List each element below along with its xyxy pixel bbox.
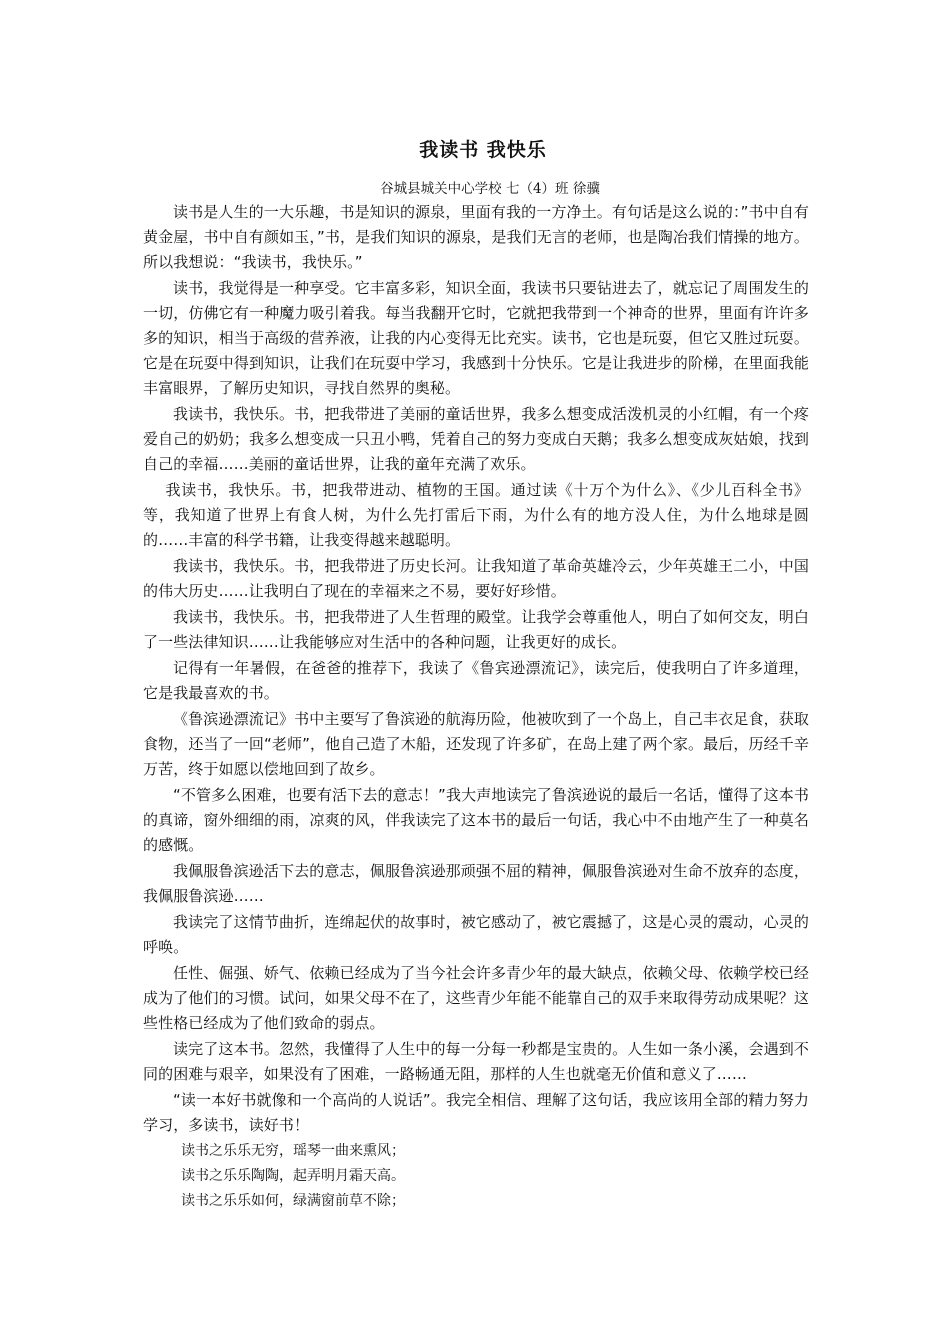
closing-poem [143, 1139, 809, 1214]
document-title: 我读书 我快乐 [419, 139, 547, 161]
paragraph: 我佩服鲁滨逊活下去的意志，佩服鲁滨逊那顽强不屈的精神，佩服鲁滨逊对生命不放弃的态度，我佩服鲁滨逊…… [143, 862, 809, 905]
paragraph: 读书是人生的一大乐趣，书是知识的源泉，里面有我的一方净土。有句话是这么说的：”书中自有黄金屋，书中自有颜如玉，”书，是我们知识的源泉，是我们无言的老师，也是陶冶我们情操的地方。所以我想说：“我读书，我快乐。” [143, 203, 809, 271]
poem-line: 读书之乐乐无穷，瑶琴一曲来熏风； [181, 1143, 405, 1159]
paragraph: 我读书，我快乐。书，把我带进了美丽的童话世界，我多么想变成活泼机灵的小红帽，有一个疼爱自己的奶奶；我多么想变成一只丑小鸭，凭着自己的努力变成白天鹅；我多么想变成灰姑娘，找到自己的幸福……美丽的童话世界，让我的童年充满了欢乐。 [143, 405, 809, 473]
paragraph: 记得有一年暑假，在爸爸的推荐下，我读了《鲁宾逊漂流记》，读完后，使我明白了许多道理，它是我最喜欢的书。 [143, 659, 809, 702]
paragraph: 读完了这本书。忽然，我懂得了人生中的每一分每一秒都是宝贵的。人生如一条小溪，会遇到不同的困难与艰辛，如果没有了困难，一路畅通无阻，那样的人生也就毫无价值和意义了…… [143, 1040, 809, 1083]
paragraph: 《鲁滨逊漂流记》书中主要写了鲁滨逊的航海历险，他被吹到了一个岛上，自己丰衣足食，获取食物，还当了一回“老师”，他自己造了木船，还发现了许多矿，在岛上建了两个家。最后，历经千辛万苦，终于如愿以偿地回到了故乡。 [143, 710, 809, 778]
poem-line: 读书之乐乐如何，绿满窗前草不除； [181, 1193, 405, 1209]
paragraph: “读一本好书就像和一个高尚的人说话”。我完全相信、理解了这句话，我应该用全部的精力努力学习，多读书，读好书！ [143, 1091, 809, 1134]
paragraph: 我读书，我快乐。书，把我带进了历史长河。让我知道了革命英雄冷云，少年英雄王二小，中国的伟大历史……让我明白了现在的幸福来之不易，要好好珍惜。 [143, 557, 809, 600]
document-body [143, 200, 809, 1138]
paragraph: 我读书，我快乐。书，把我带进了人生哲理的殿堂。让我学会尊重他人，明白了如何交友，明白了一些法律知识……让我能够应对生活中的各种问题，让我更好的成长。 [143, 608, 809, 651]
poem-line: 读书之乐乐陶陶，起弄明月霜天高。 [181, 1168, 405, 1184]
author-byline: 谷城县城关中心学校 七（4）班 徐骥 [380, 181, 600, 197]
paragraph: 我读完了这情节曲折，连绵起伏的故事时，被它感动了，被它震撼了，这是心灵的震动，心灵的呼唤。 [143, 913, 809, 956]
document-page [143, 136, 809, 1214]
paragraph: 任性、倔强、娇气、依赖已经成为了当今社会许多青少年的最大缺点，依赖父母、依赖学校已经成为了他们的习惯。试问，如果父母不在了，这些青少年能不能靠自己的双手来取得劳动成果呢？这些性格已经成为了他们致命的弱点。 [143, 964, 809, 1032]
paragraph: 我读书，我快乐。书，把我带进动、植物的王国。通过读《十万个为什么》、《少儿百科全书》等，我知道了世界上有食人树，为什么先打雷后下雨，为什么有的地方没人住，为什么地球是圆的……丰富的科学书籍，让我变得越来越聪明。 [143, 481, 809, 549]
paragraph: “不管多么困难，也要有活下去的意志！”我大声地读完了鲁滨逊说的最后一名话，懂得了这本书的真谛，窗外细细的雨，凉爽的风，伴我读完了这本书的最后一句话，我心中不由地产生了一种莫名的感慨。 [143, 786, 809, 854]
paragraph: 读书，我觉得是一种享受。它丰富多彩，知识全面，我读书只要钻进去了，就忘记了周围发生的一切，仿佛它有一种魔力吸引着我。每当我翻开它时，它就把我带到一个神奇的世界，里面有许许多多的知识，相当于高级的营养液，让我的内心变得无比充实。读书，它也是玩耍，但它又胜过玩耍。它是在玩耍中得到知识，让我们在玩耍中学习，我感到十分快乐。它是让我进步的阶梯，在里面我能丰富眼界，了解历史知识，寻找自然界的奥秘。 [143, 279, 809, 397]
